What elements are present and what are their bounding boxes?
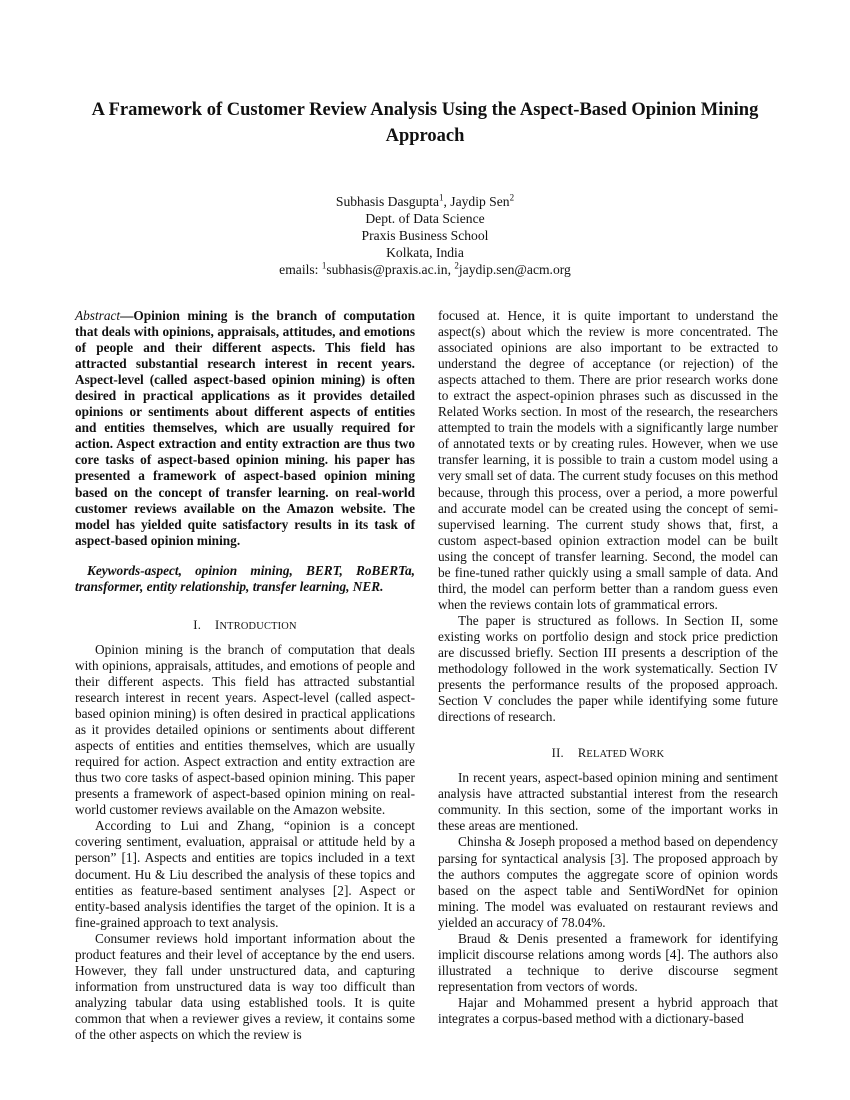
author-2-name: Jaydip Sen	[450, 194, 510, 209]
author-1-sup: 1	[439, 192, 444, 203]
section-number: II.	[551, 746, 564, 761]
section-title-initial: I	[215, 617, 220, 632]
author-block	[60, 193, 790, 278]
related-paragraph-2: Chinsha & Joseph proposed a method based on dependency parsing for syntactical analysis [3]. The proposed approach by the authors computes the aggregate score of opinion words based on the aspect table and SentiWordNet for opinion mining. The model was evaluated on restaurant reviews and yielded an accuracy of 78.04%.	[438, 834, 778, 930]
intro-paragraph-1: Opinion mining is the branch of computation that deals with opinions, appraisals, attitudes, and emotions of people and their different aspects. This field has attracted substantial research interest in recent years. Aspect-level (called aspect-based opinion mining) is often desired in practical applications as it provides detailed opinions or sentiments about different aspects of entities and entities themselves, which are usually required for action. Aspect extraction and entity extraction are thus two core tasks of aspect-based opinion mining. This paper presents a framework of aspect-based opinion mining on real-world customer reviews available on the Amazon website.	[75, 641, 415, 818]
emails-prefix: emails:	[279, 262, 322, 277]
section-number: I.	[193, 617, 202, 632]
author-emails	[60, 261, 790, 278]
related-paragraph-1: In recent years, aspect-based opinion mining and sentiment analysis have attracted substantial interest from the research community. In this section, some of the important works in these areas are mentioned.	[438, 770, 778, 834]
author-1-name: Subhasis Dasgupta	[335, 194, 439, 209]
intro-paragraph-2: According to Lui and Zhang, “opinion is a concept covering sentiment, evaluation, appraisal or attitude held by a person” [1]. Aspects and entities are topics included in a text document. Hu & Liu described the analysis of these topics and entities as feature-based sentiment analyses [2]. Aspect or entity-based analysis identifies the target of the opinion. It is a fine-grained approach to text analysis.	[75, 818, 415, 930]
email-2: jaydip.sen@acm.org	[458, 262, 571, 277]
email-1: subhasis@praxis.ac.in,	[326, 262, 455, 277]
section-title-initial: R	[577, 746, 587, 761]
keywords: Keywords-aspect, opinion mining, BERT, RoBERTa, transformer, entity relationship, transfer learning, NER.	[75, 562, 415, 594]
related-paragraph-4: Hajar and Mohammed present a hybrid approach that integrates a corpus-based method with a dictionary-based	[438, 994, 778, 1026]
intro-paragraph-4: The paper is structured as follows. In Section II, some existing works on portfolio design and stock price prediction are discussed briefly. Section III presents a description of the methodology followed in the work systematically. Section IV presents the performance results of the proposed approach. Section V concludes the paper while identifying some future directions of research.	[438, 612, 778, 725]
section-title-initial-2: W	[629, 746, 642, 761]
section-title-rest: NTRODUCTION	[219, 620, 297, 632]
paper-title: A Framework of Customer Review Analysis Using the Aspect-Based Opinion Mining Approach	[91, 100, 759, 146]
intro-paragraph-3-cont: focused at. Hence, it is quite important to understand the aspect(s) about which the review is more concentrated. The associated opinions are also important to be extracted to understand the degree of acceptance (or rejection) of the aspects attached to them. There are prior research works done to extract the aspect-opinion phrases such as discussed in the Related Works section. In most of the research, the researchers attempted to train the models with a significantly large number of annotated texts or by creating rules. However, when we use transfer learning, it is possible to train a custom model using a very small set of data. The current study focuses on this method because, through this process, over a period, a more powerful and accurate model can be created using the concept of semi-supervised learning. The current study shows that, first, a custom aspect-based opinion extraction model can be built using the concept of transfer learning. Second, the model can be fine-tuned rather quickly using a small sample of data. And third, the model can perform better than a random guess even when the reviews contain lots of grammatical errors.	[438, 308, 778, 612]
affiliation-location: Kolkata, India	[386, 245, 464, 260]
author-2-sup: 2	[509, 192, 515, 203]
left-column	[75, 308, 415, 1043]
affiliation-department: Dept. of Data Science	[365, 211, 485, 226]
section-heading-introduction	[75, 617, 415, 635]
email-1-sup: 1	[321, 260, 327, 271]
author-names	[60, 193, 790, 210]
abstract-label: Abstract	[75, 308, 121, 323]
section-title-rest-2: ORK	[641, 749, 665, 761]
abstract	[75, 308, 415, 549]
author-separator: ,	[443, 194, 451, 209]
abstract-text: —Opinion mining is the branch of computation that deals with opinions, appraisals, attitudes, and emotions of people and their different aspects. This field has attracted substantial research interest in recent years. Aspect-level (called aspect-based opinion mining) is often desired in practical applications as it provides detailed opinions or sentiments about different aspects of entities and entities themselves, which are usually required for action. Aspect extraction and entity extraction are thus two core tasks of aspect-based opinion mining. his paper has presented a framework of aspect-based opinion mining based on the concept of transfer learning. on real-world customer reviews available on the Amazon website. The model has yielded quite satisfactory results in its task of aspect-based opinion mining.	[75, 308, 415, 548]
intro-paragraph-3: Consumer reviews hold important information about the product features and their level of acceptance by the end users. However, they fall under unstructured data, and capturing information from unstructured data is way too difficult than analyzing tabular data using established tools. It is quite common that when a reviewer gives a review, it contains some of the other aspects on which the review is	[75, 930, 415, 1042]
section-heading-related-work	[438, 745, 778, 763]
affiliation-school: Praxis Business School	[361, 228, 489, 243]
right-column	[438, 308, 778, 1027]
section-title-rest: ELATED	[586, 749, 630, 761]
related-paragraph-3: Braud & Denis presented a framework for identifying implicit discourse relations among words [4]. The authors also illustrated a technique to derive discourse segment representation from vectors of words.	[438, 930, 778, 994]
email-2-sup: 2	[454, 260, 459, 271]
